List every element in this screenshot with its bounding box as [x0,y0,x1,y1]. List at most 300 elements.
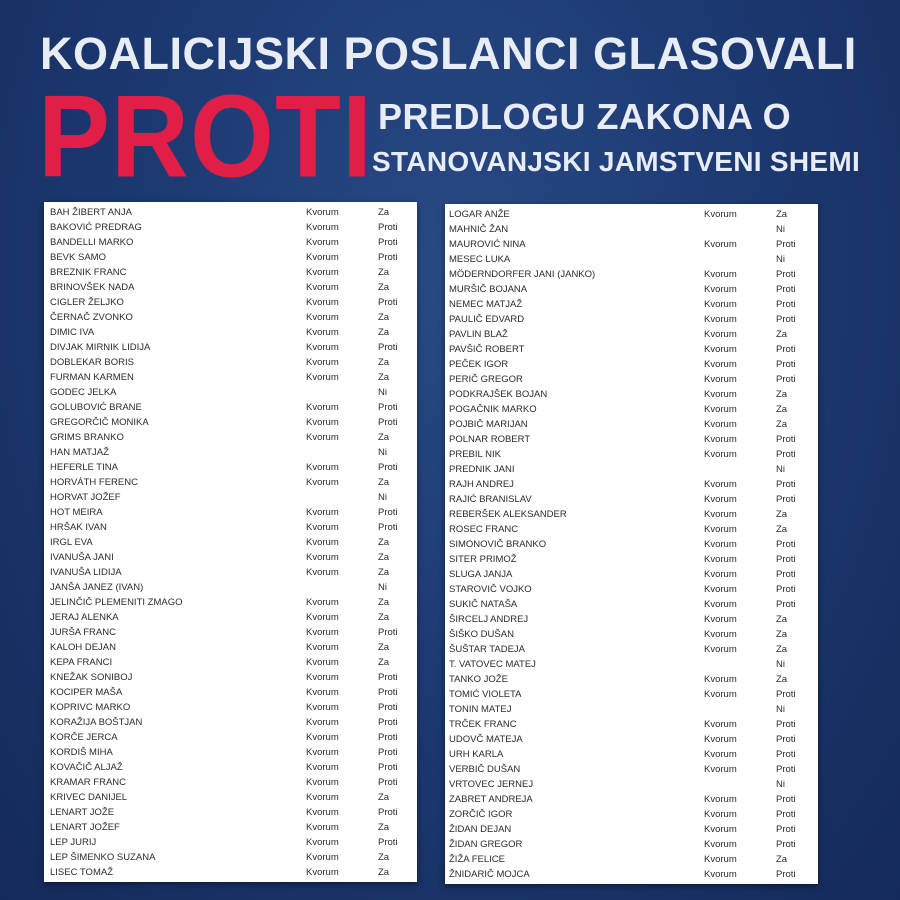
vote-cell: Proti [776,239,796,250]
quorum-cell: Kvorum [306,477,339,488]
mp-name: BEVK SAMO [50,252,106,263]
mp-name: POLNAR ROBERT [449,434,531,445]
quorum-cell: Kvorum [704,539,737,550]
quorum-cell: Kvorum [704,359,737,370]
table-row [445,462,818,477]
mp-name: PAVLIN BLAŽ [449,329,508,340]
vote-cell: Za [378,282,390,293]
vote-cell: Proti [378,522,398,533]
mp-name: ŽIDAN GREGOR [449,839,523,850]
vote-cell: Proti [378,417,398,428]
vote-cell: Ni [776,254,785,265]
mp-name: GREGORČIČ MONIKA [50,417,149,428]
quorum-cell: Kvorum [306,357,339,368]
vote-cell: Proti [776,344,796,355]
table-row [44,340,417,355]
mp-name: KOVAČIČ ALJAŽ [50,762,123,773]
table-row [445,792,818,807]
quorum-cell: Kvorum [306,852,339,863]
mp-name: PODKRAJŠEK BOJAN [449,389,548,400]
table-row [445,612,818,627]
quorum-cell: Kvorum [704,644,737,655]
mp-name: KORAŽIJA BOŠTJAN [50,717,143,728]
quorum-cell: Kvorum [306,867,339,878]
mp-name: ŠIŠKO DUŠAN [449,629,514,640]
quorum-cell: Kvorum [306,462,339,473]
mp-name: T. VATOVEC MATEJ [449,659,536,670]
vote-cell: Za [776,509,788,520]
vote-cell: Za [776,419,788,430]
table-row [44,865,417,880]
mp-name: ŽIŽA FELICE [449,854,505,865]
mp-name: URH KARLA [449,749,504,760]
mp-name: MAUROVIĆ NINA [449,239,526,250]
mp-name: BANDELLI MARKO [50,237,134,248]
vote-cell: Proti [776,479,796,490]
vote-cell: Proti [776,584,796,595]
vote-cell: Za [776,644,788,655]
vote-cell: Za [776,329,788,340]
vote-cell: Ni [776,464,785,475]
table-row [44,310,417,325]
vote-table-right [445,204,818,884]
table-row [445,672,818,687]
mp-name: ŠUŠTAR TADEJA [449,644,526,655]
mp-name: NEMEC MATJAŽ [449,299,523,310]
vote-cell: Za [776,854,788,865]
vote-cell: Proti [776,299,796,310]
mp-name: MESEC LUKA [449,254,511,265]
vote-cell: Za [378,852,390,863]
quorum-cell: Kvorum [704,344,737,355]
quorum-cell: Kvorum [306,642,339,653]
mp-name: PAVŠIČ ROBERT [449,344,525,355]
table-row [445,237,818,252]
quorum-cell: Kvorum [306,762,339,773]
mp-name: ZABRET ANDREJA [449,794,533,805]
table-row [445,867,818,882]
mp-name: DIMIC IVA [50,327,95,338]
vote-cell: Za [378,567,390,578]
table-row [44,805,417,820]
vote-cell: Proti [776,719,796,730]
quorum-cell: Kvorum [704,689,737,700]
vote-cell: Proti [378,702,398,713]
quorum-cell: Kvorum [704,509,737,520]
vote-cell: Proti [776,539,796,550]
mp-name: MÖDERNDORFER JANI (JANKO) [449,269,596,280]
table-row [445,642,818,657]
vote-cell: Proti [378,747,398,758]
mp-name: KRAMAR FRANC [50,777,127,788]
table-row [445,297,818,312]
mp-name: RAJIĆ BRANISLAV [449,494,532,505]
mp-name: GODEC JELKA [50,387,117,398]
vote-cell: Proti [378,342,398,353]
table-row [445,207,818,222]
table-row [44,220,417,235]
quorum-cell: Kvorum [704,584,737,595]
vote-cell: Proti [378,462,398,473]
table-row [44,775,417,790]
quorum-cell: Kvorum [704,209,737,220]
quorum-cell: Kvorum [306,282,339,293]
table-row [44,325,417,340]
vote-cell: Proti [776,569,796,580]
mp-name: HEFERLE TINA [50,462,118,473]
vote-cell: Proti [378,672,398,683]
vote-cell: Proti [378,717,398,728]
quorum-cell: Kvorum [306,732,339,743]
table-row [445,807,818,822]
quorum-cell: Kvorum [306,237,339,248]
vote-cell: Ni [776,779,785,790]
quorum-cell: Kvorum [704,554,737,565]
table-row [44,265,417,280]
table-row [44,745,417,760]
quorum-cell: Kvorum [704,299,737,310]
table-row [44,235,417,250]
table-row [445,537,818,552]
vote-cell: Za [378,477,390,488]
vote-cell: Proti [776,839,796,850]
quorum-cell: Kvorum [704,524,737,535]
vote-cell: Proti [378,807,398,818]
quorum-cell: Kvorum [306,702,339,713]
mp-name: PEČEK IGOR [449,359,509,370]
table-row [44,640,417,655]
table-row [445,312,818,327]
mp-name: ČERNAČ ZVONKO [50,312,133,323]
table-row [445,372,818,387]
vote-cell: Za [776,629,788,640]
mp-name: VERBIČ DUŠAN [449,764,521,775]
vote-cell: Ni [776,659,785,670]
table-row [445,267,818,282]
quorum-cell: Kvorum [704,794,737,805]
quorum-cell: Kvorum [704,764,737,775]
vote-cell: Proti [378,732,398,743]
vote-cell: Za [776,209,788,220]
mp-name: IVANUŠA LIDIJA [50,567,122,578]
mp-name: DIVJAK MIRNIK LIDIJA [50,342,151,353]
table-row [44,655,417,670]
mp-name: CIGLER ŽELJKO [50,297,124,308]
quorum-cell: Kvorum [306,552,339,563]
vote-cell: Proti [378,687,398,698]
mp-name: FURMAN KARMEN [50,372,134,383]
table-row [44,760,417,775]
quorum-cell: Kvorum [704,569,737,580]
vote-cell: Ni [378,492,387,503]
table-row [44,820,417,835]
vote-cell: Ni [378,582,387,593]
quorum-cell: Kvorum [704,449,737,460]
mp-name: TANKO JOŽE [449,674,508,685]
mp-name: MAHNIČ ŽAN [449,224,509,235]
mp-name: KORČE JERCA [50,732,118,743]
table-row [445,597,818,612]
vote-cell: Ni [776,704,785,715]
quorum-cell: Kvorum [704,614,737,625]
mp-name: ZORČIČ IGOR [449,809,513,820]
quorum-cell: Kvorum [704,284,737,295]
table-row [44,850,417,865]
table-row [44,730,417,745]
table-row [44,460,417,475]
quorum-cell: Kvorum [306,837,339,848]
mp-name: JANŠA JANEZ (IVAN) [50,582,144,593]
table-row [44,550,417,565]
quorum-cell: Kvorum [704,599,737,610]
vote-cell: Za [378,537,390,548]
mp-name: ŽNIDARIČ MOJCA [449,869,530,880]
mp-name: LENART JOŽEF [50,822,120,833]
table-row [445,507,818,522]
quorum-cell: Kvorum [306,657,339,668]
mp-name: LISEC TOMAŽ [50,867,113,878]
table-row [44,715,417,730]
table-row [445,852,818,867]
table-row [445,342,818,357]
quorum-cell: Kvorum [306,297,339,308]
table-row [445,627,818,642]
vote-cell: Za [378,612,390,623]
table-row [445,837,818,852]
table-row [44,280,417,295]
quorum-cell: Kvorum [704,269,737,280]
table-row [44,490,417,505]
table-row [44,430,417,445]
table-row [445,327,818,342]
mp-name: DOBLEKAR BORIS [50,357,134,368]
table-row [44,385,417,400]
vote-cell: Za [378,867,390,878]
mp-name: LEP ŠIMENKO SUZANA [50,852,156,863]
vote-cell: Proti [776,374,796,385]
table-row [445,702,818,717]
quorum-cell: Kvorum [306,597,339,608]
headline-proti: PROTI [38,70,374,202]
mp-name: LEP JURIJ [50,837,97,848]
vote-cell: Za [776,614,788,625]
mp-name: IVANUŠA JANI [50,552,114,563]
quorum-cell: Kvorum [306,627,339,638]
vote-cell: Za [378,327,390,338]
table-row [44,370,417,385]
mp-name: PREBIL NIK [449,449,501,460]
vote-cell: Proti [776,314,796,325]
quorum-cell: Kvorum [704,629,737,640]
table-row [44,700,417,715]
table-row [445,687,818,702]
mp-name: KOPRIVC MARKO [50,702,131,713]
table-row [445,582,818,597]
vote-cell: Proti [776,794,796,805]
mp-name: TRČEK FRANC [449,719,517,730]
vote-cell: Za [776,389,788,400]
vote-cell: Za [776,524,788,535]
mp-name: KEPA FRANCI [50,657,113,668]
table-row [445,222,818,237]
vote-cell: Proti [776,434,796,445]
vote-cell: Proti [378,252,398,263]
table-row [44,400,417,415]
table-row [44,355,417,370]
quorum-cell: Kvorum [306,507,339,518]
vote-cell: Za [378,597,390,608]
mp-name: SUKIČ NATAŠA [449,599,518,610]
vote-cell: Za [378,642,390,653]
mp-name: HORVÁTH FERENC [50,477,138,488]
vote-cell: Za [378,552,390,563]
mp-name: STAROVIČ VOJKO [449,584,532,595]
mp-name: ŽIDAN DEJAN [449,824,512,835]
table-row [44,295,417,310]
table-row [44,595,417,610]
quorum-cell: Kvorum [704,824,737,835]
table-row [44,580,417,595]
quorum-cell: Kvorum [306,327,339,338]
table-row [44,445,417,460]
quorum-cell: Kvorum [704,809,737,820]
mp-name: IRGL EVA [50,537,93,548]
quorum-cell: Kvorum [306,687,339,698]
quorum-cell: Kvorum [704,404,737,415]
vote-cell: Za [776,674,788,685]
vote-cell: Proti [378,777,398,788]
table-row [445,552,818,567]
headline [0,0,900,200]
mp-name: VRTOVEC JERNEJ [449,779,534,790]
mp-name: KALOH DEJAN [50,642,116,653]
quorum-cell: Kvorum [704,374,737,385]
mp-name: MURŠIČ BOJANA [449,284,528,295]
table-row [44,475,417,490]
table-row [44,565,417,580]
quorum-cell: Kvorum [704,719,737,730]
quorum-cell: Kvorum [306,747,339,758]
table-row [445,717,818,732]
quorum-cell: Kvorum [306,777,339,788]
quorum-cell: Kvorum [704,674,737,685]
table-row [44,685,417,700]
table-row [445,252,818,267]
mp-name: KOCIPER MAŠA [50,687,123,698]
quorum-cell: Kvorum [306,372,339,383]
vote-cell: Za [378,207,390,218]
quorum-cell: Kvorum [704,434,737,445]
table-row [445,282,818,297]
vote-cell: Ni [776,224,785,235]
vote-cell: Za [378,312,390,323]
mp-name: ŠIRCELJ ANDREJ [449,614,529,625]
table-row [44,535,417,550]
mp-name: BAKOVIĆ PREDRAG [50,222,142,233]
table-row [44,415,417,430]
vote-cell: Proti [776,359,796,370]
vote-cell: Za [378,822,390,833]
mp-name: LOGAR ANŽE [449,209,510,220]
table-row [44,205,417,220]
mp-name: GRIMS BRANKO [50,432,124,443]
vote-cell: Proti [378,507,398,518]
mp-name: SITER PRIMOŽ [449,554,517,565]
table-row [445,522,818,537]
vote-cell: Proti [776,554,796,565]
vote-cell: Proti [378,297,398,308]
quorum-cell: Kvorum [704,869,737,880]
quorum-cell: Kvorum [306,207,339,218]
quorum-cell: Kvorum [704,494,737,505]
mp-name: TOMIĆ VIOLETA [449,689,522,700]
mp-name: KRIVEC DANIJEL [50,792,128,803]
vote-cell: Proti [776,869,796,880]
vote-cell: Za [378,432,390,443]
table-row [44,610,417,625]
mp-name: TONIN MATEJ [449,704,512,715]
vote-cell: Proti [776,284,796,295]
vote-cell: Za [378,657,390,668]
vote-cell: Proti [776,449,796,460]
headline-line-2: PREDLOGU ZAKONA O [378,96,792,137]
vote-cell: Proti [776,494,796,505]
vote-cell: Proti [776,269,796,280]
headline-line-1: KOALICIJSKI POSLANCI GLASOVALI [40,28,857,79]
mp-name: HRŠAK IVAN [50,522,107,533]
vote-cell: Proti [776,734,796,745]
mp-name: LENART JOŽE [50,807,115,818]
vote-cell: Proti [776,809,796,820]
table-row [445,822,818,837]
vote-cell: Za [776,404,788,415]
vote-cell: Proti [378,402,398,413]
mp-name: JURŠA FRANC [50,627,116,638]
quorum-cell: Kvorum [704,239,737,250]
mp-name: BREZNIK FRANC [50,267,127,278]
table-row [445,777,818,792]
quorum-cell: Kvorum [306,717,339,728]
table-row [445,567,818,582]
vote-cell: Proti [378,237,398,248]
quorum-cell: Kvorum [306,612,339,623]
table-row [44,505,417,520]
mp-name: HORVAT JOŽEF [50,492,121,503]
mp-name: JELINČIČ PLEMENITI ZMAGO [50,597,183,608]
mp-name: PERIČ GREGOR [449,374,523,385]
quorum-cell: Kvorum [704,839,737,850]
quorum-cell: Kvorum [306,822,339,833]
vote-cell: Proti [378,627,398,638]
vote-cell: Proti [776,749,796,760]
quorum-cell: Kvorum [704,329,737,340]
quorum-cell: Kvorum [704,854,737,865]
vote-cell: Proti [776,689,796,700]
quorum-cell: Kvorum [306,672,339,683]
vote-cell: Za [378,357,390,368]
mp-name: PREDNIK JANI [449,464,515,475]
table-row [44,520,417,535]
quorum-cell: Kvorum [306,222,339,233]
quorum-cell: Kvorum [306,417,339,428]
quorum-cell: Kvorum [704,314,737,325]
table-row [445,492,818,507]
quorum-cell: Kvorum [704,749,737,760]
mp-name: KNEŽAK SONIBOJ [50,672,133,683]
table-row [445,417,818,432]
vote-cell: Proti [378,762,398,773]
quorum-cell: Kvorum [306,792,339,803]
